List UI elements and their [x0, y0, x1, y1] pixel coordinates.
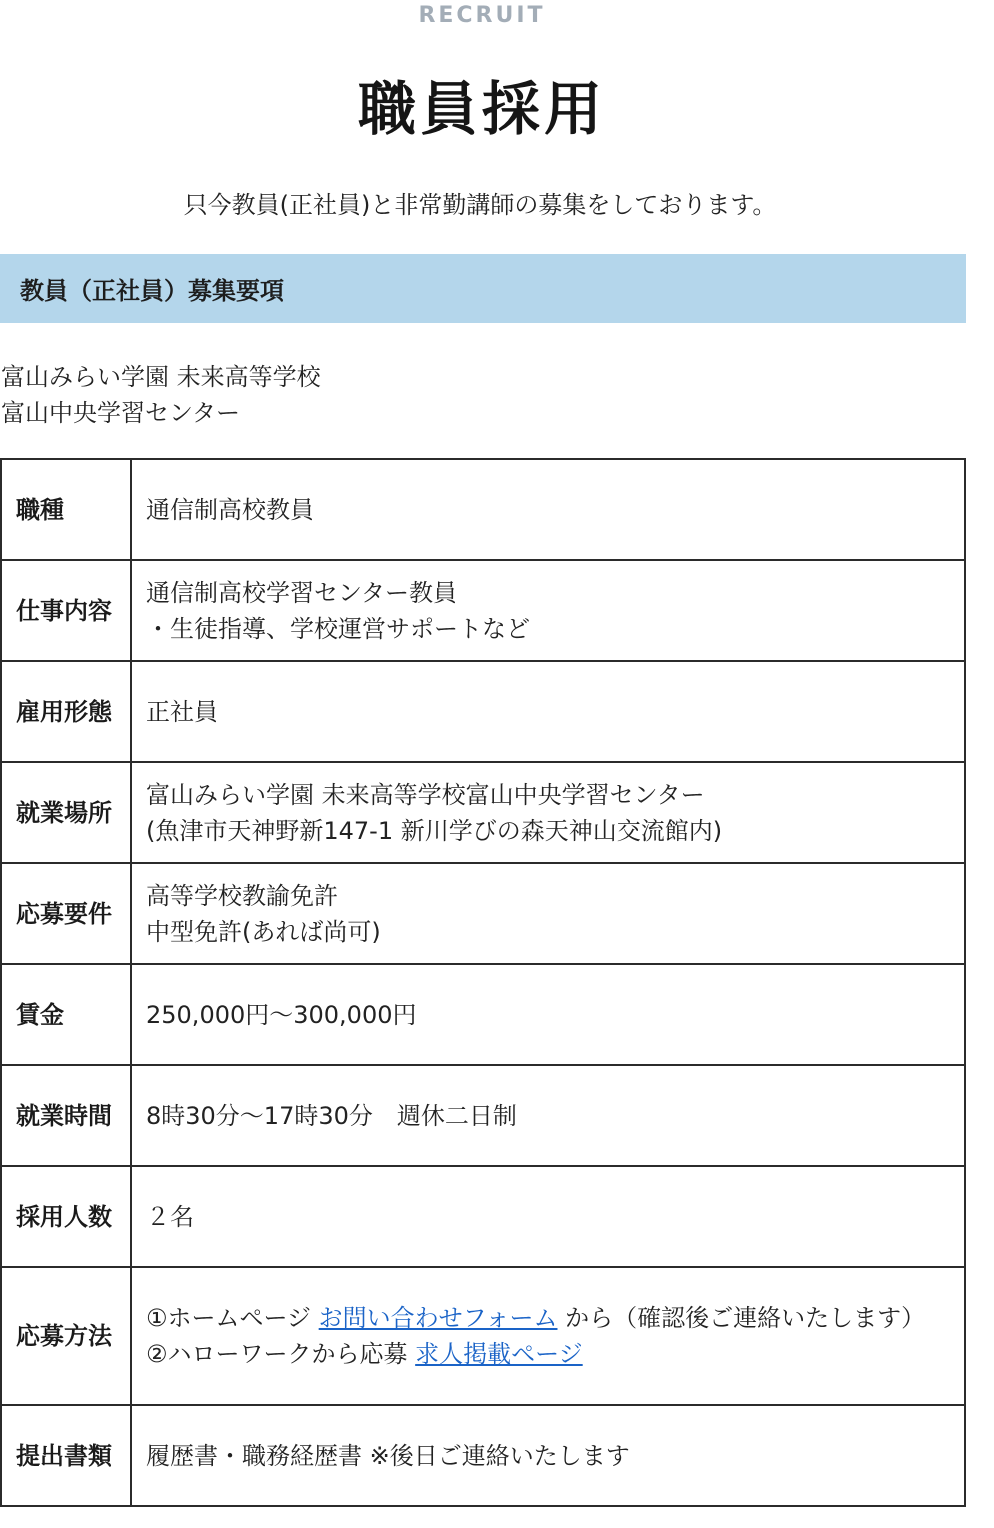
job-description-line: 通信制高校学習センター教員 — [146, 578, 458, 607]
contact-form-link[interactable]: お問い合わせフォーム — [318, 1304, 558, 1332]
row-value-job-description — [131, 560, 965, 661]
row-value-employment: 正社員 — [131, 661, 965, 762]
section-heading: 教員（正社員）募集要項 — [0, 254, 966, 323]
page-title: 職員採用 — [357, 75, 606, 143]
table-row — [1, 1267, 965, 1405]
row-value-headcount: ２名 — [131, 1166, 965, 1267]
eyebrow-label: RECRUIT — [418, 3, 546, 28]
row-label-employment: 雇用形態 — [1, 661, 131, 762]
row-label-job-type: 職種 — [1, 459, 131, 560]
table-row — [1, 1405, 965, 1506]
apply-method-1-suffix: から（確認後ご連絡いたします） — [557, 1304, 926, 1332]
row-value-hours: 8時30分～17時30分 週休二日制 — [131, 1065, 965, 1166]
location-line: (魚津市天神野新147-1 新川学びの森天神山交流館内) — [146, 816, 723, 845]
row-label-apply: 応募方法 — [1, 1267, 131, 1405]
apply-method-2 — [146, 1336, 950, 1372]
row-label-location: 就業場所 — [1, 762, 131, 863]
table-row — [1, 964, 965, 1065]
row-label-headcount: 採用人数 — [1, 1166, 131, 1267]
table-row — [1, 1166, 965, 1267]
row-value-apply — [131, 1267, 965, 1405]
intro-text: 只今教員(正社員)と非常勤講師の募集をしております。 — [183, 191, 777, 219]
row-label-job-description: 仕事内容 — [1, 560, 131, 661]
row-value-job-type: 通信制高校教員 — [131, 459, 965, 560]
job-description-line: ・生徒指導、学校運営サポートなど — [146, 614, 530, 643]
table-row — [1, 661, 965, 762]
organization-name: 富山みらい学園 未来高等学校 — [1, 363, 321, 391]
requirement-line: 中型免許(あれば尚可) — [146, 917, 381, 946]
table-row — [1, 560, 965, 661]
job-listing-link[interactable]: 求人掲載ページ — [415, 1340, 583, 1368]
apply-method-1-prefix: ①ホームページ — [146, 1304, 319, 1332]
table-row — [1, 863, 965, 964]
row-label-hours: 就業時間 — [1, 1065, 131, 1166]
apply-method-2-prefix: ②ハローワークから応募 — [146, 1340, 416, 1368]
row-value-location — [131, 762, 965, 863]
requirement-line: 高等学校教諭免許 — [146, 881, 338, 910]
row-value-wage: 250,000円～300,000円 — [131, 964, 965, 1065]
organization-block — [1, 359, 321, 431]
table-row — [1, 1065, 965, 1166]
table-row — [1, 762, 965, 863]
row-value-documents: 履歴書・職務経歴書 ※後日ご連絡いたします — [131, 1405, 965, 1506]
row-label-wage: 賃金 — [1, 964, 131, 1065]
organization-center: 富山中央学習センター — [1, 399, 241, 427]
apply-method-1 — [146, 1300, 950, 1336]
location-line: 富山みらい学園 未来高等学校富山中央学習センター — [146, 780, 705, 809]
row-label-documents: 提出書類 — [1, 1405, 131, 1506]
requirements-table — [0, 458, 966, 1507]
row-value-requirements — [131, 863, 965, 964]
table-row — [1, 459, 965, 560]
row-label-requirements: 応募要件 — [1, 863, 131, 964]
